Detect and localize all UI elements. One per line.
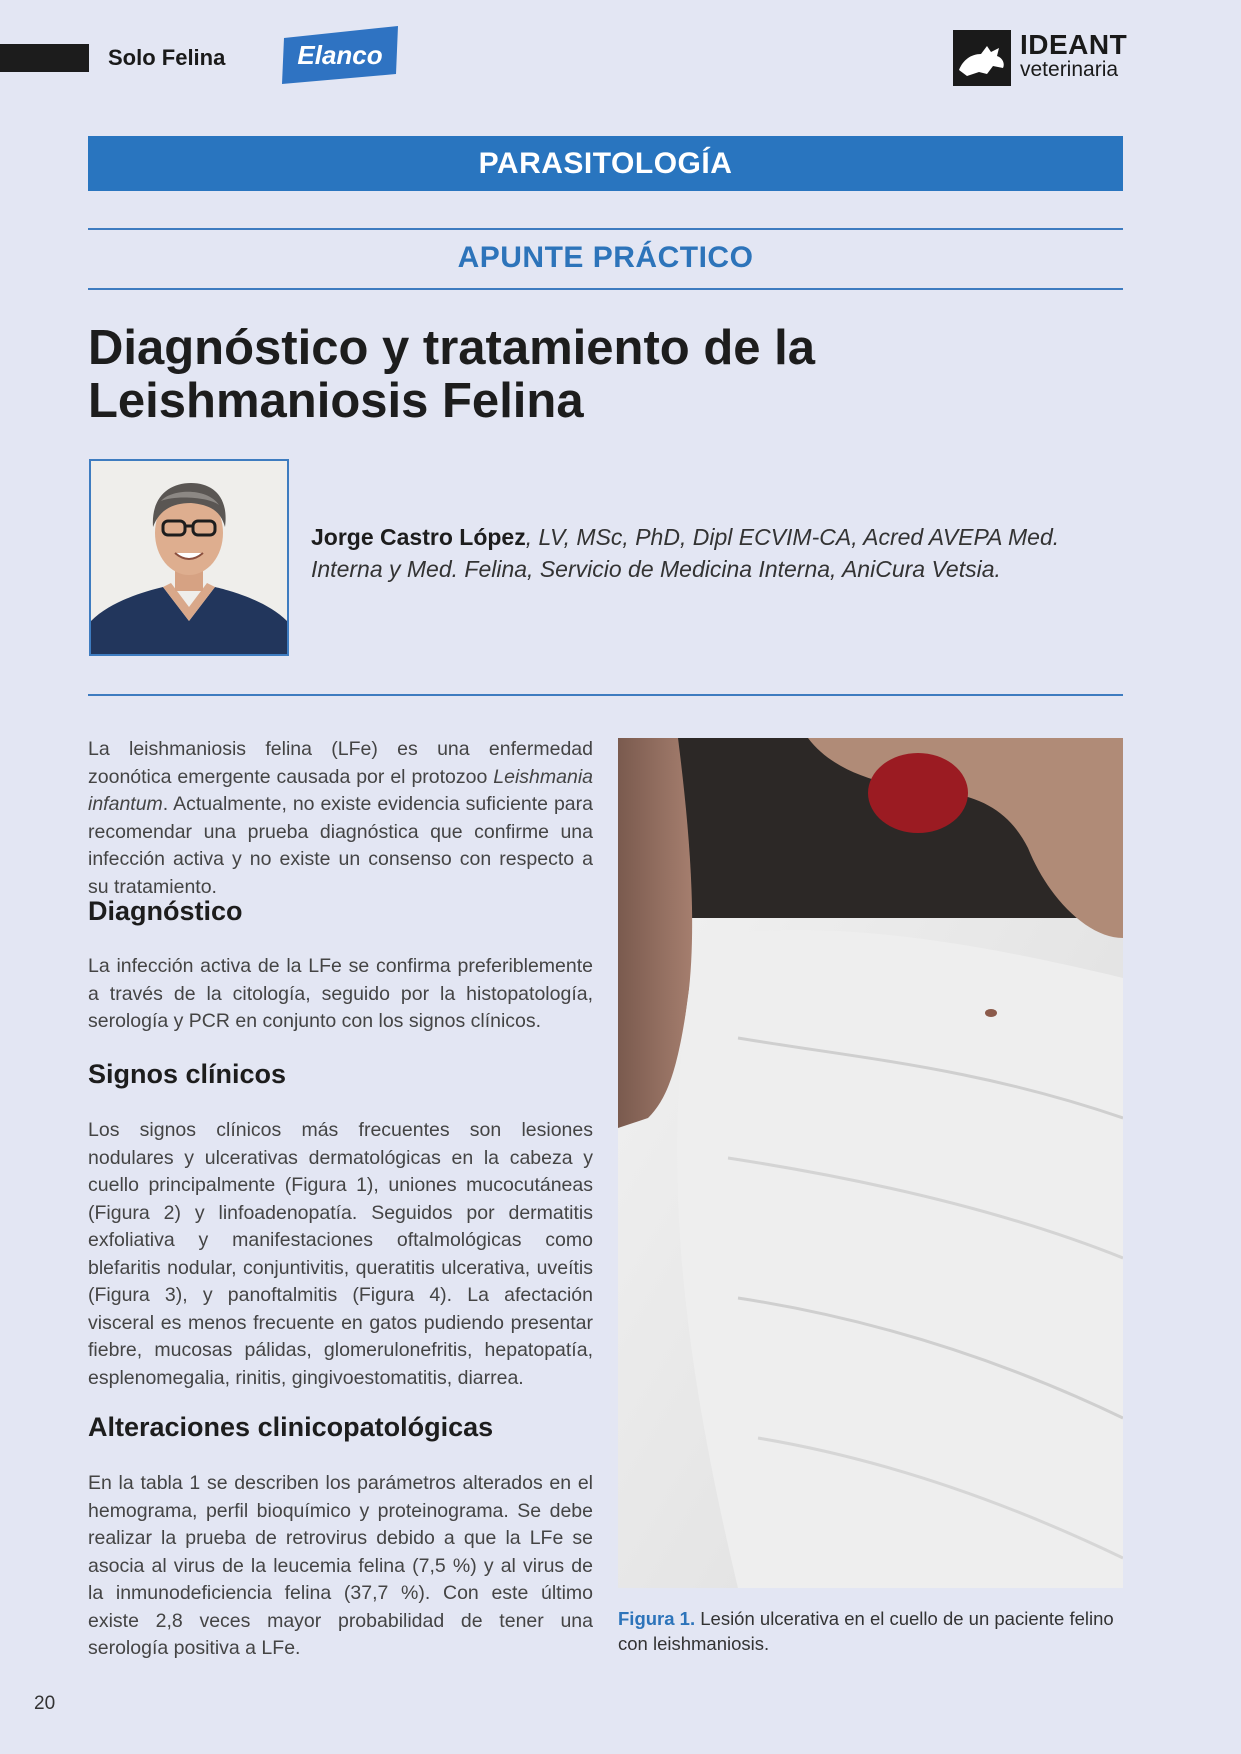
- intro-paragraph: La leishmaniosis felina (LFe) es una enfermedad zoonótica emergente causada por el protozoo Leishmania infantum. Actualmente, no existe evidencia suficiente para recomendar una prueba diagnóstica que confirme una infección activa y no existe un consenso con respecto a su tratamiento.: [88, 738, 593, 898]
- species-name: Leishmania infantum: [88, 765, 593, 815]
- author-name: Jorge Castro López: [311, 524, 526, 550]
- lesion-spot: [985, 1009, 997, 1017]
- author-portrait: [89, 459, 289, 656]
- article-title-line-1: Diagnóstico y tratamiento de la: [88, 321, 815, 375]
- section-heading-alteraciones: Alteraciones clinicopatológicas: [88, 1412, 494, 1442]
- elanco-logo-text: Elanco: [297, 40, 383, 70]
- article-title: [88, 322, 1123, 428]
- header-black-bar: [0, 44, 89, 72]
- section-heading-signos-clinicos: Signos clínicos: [88, 1059, 287, 1089]
- elanco-logo: [280, 26, 402, 86]
- publication-name: Solo Felina: [108, 45, 226, 70]
- article-title-line-2: Leishmaniosis Felina: [88, 374, 584, 428]
- section-banner: PARASITOLOGÍA: [88, 136, 1123, 191]
- paragraph-signos-clinicos: Los signos clínicos más frecuentes son lesiones nodulares y ulcerativas dermatológicas en la cabeza y cuello principalmente (Figura 1), uniones mucocutáneas (Figura 2) y linfoadenopatía. Seguidos por dermatitis exfoliativa y manifestaciones oftalmológicas como blefaritis nodular, conjuntivitis, queratitis ulcerativa, uveítis (Figura 3), y panoftalmitis (Figura 4). La afectación visceral es menos frecuente en gatos pudiendo presentar fiebre, mucosas pálidas, glomerulonefritis, hepatopatía, esplenomegalia, rinitis, gingivoestomatitis, diarrea.: [88, 1119, 593, 1389]
- author-divider-rule: [88, 694, 1123, 696]
- figure-1-photo: [618, 738, 1123, 1588]
- author-credentials: , LV, MSc, PhD, Dipl ECVIM-CA, Acred AVEPA Med. Interna y Med. Felina, Servicio de Medicina Interna, AniCura Vetsia.: [311, 524, 1060, 582]
- subhead-top-rule: [88, 228, 1123, 230]
- author-portrait-illustration: [91, 461, 287, 654]
- section-heading-diagnostico: Diagnóstico: [88, 896, 243, 926]
- subhead-bottom-rule: [88, 288, 1123, 290]
- figure-1-lesion-illustration: [618, 738, 1123, 1588]
- author-byline: [311, 521, 1126, 585]
- subsection-heading: APUNTE PRÁCTICO: [457, 241, 754, 274]
- figure-1-caption: [618, 1606, 1126, 1656]
- paragraph-diagnostico: La infección activa de la LFe se confirma preferiblemente a través de la citología, seguido por la histopatología, serología y PCR en conjunto con los signos clínicos.: [88, 955, 593, 1032]
- figure-1-caption-text: Lesión ulcerativa en el cuello de un paciente felino con leishmaniosis.: [618, 1608, 1114, 1654]
- ideant-logo-subtitle: veterinaria: [1020, 58, 1119, 81]
- page-number: 20: [34, 1693, 56, 1714]
- paragraph-alteraciones: En la tabla 1 se describen los parámetros alterados en el hemograma, perfil bioquímico y proteinograma. Se debe realizar la prueba de retrovirus debido a que la LFe se asocia al virus de la leucemia felina (7,5 %) y al virus de la inmunodeficiencia felina (37,7 %). Con este último existe 2,8 veces mayor probabilidad de tener una serología positiva a LFe.: [88, 1472, 593, 1659]
- ideant-logo-name: IDEANT: [1020, 29, 1128, 60]
- figure-1-label: Figura 1.: [618, 1608, 696, 1629]
- ideant-logo-mark-icon: [953, 30, 1011, 86]
